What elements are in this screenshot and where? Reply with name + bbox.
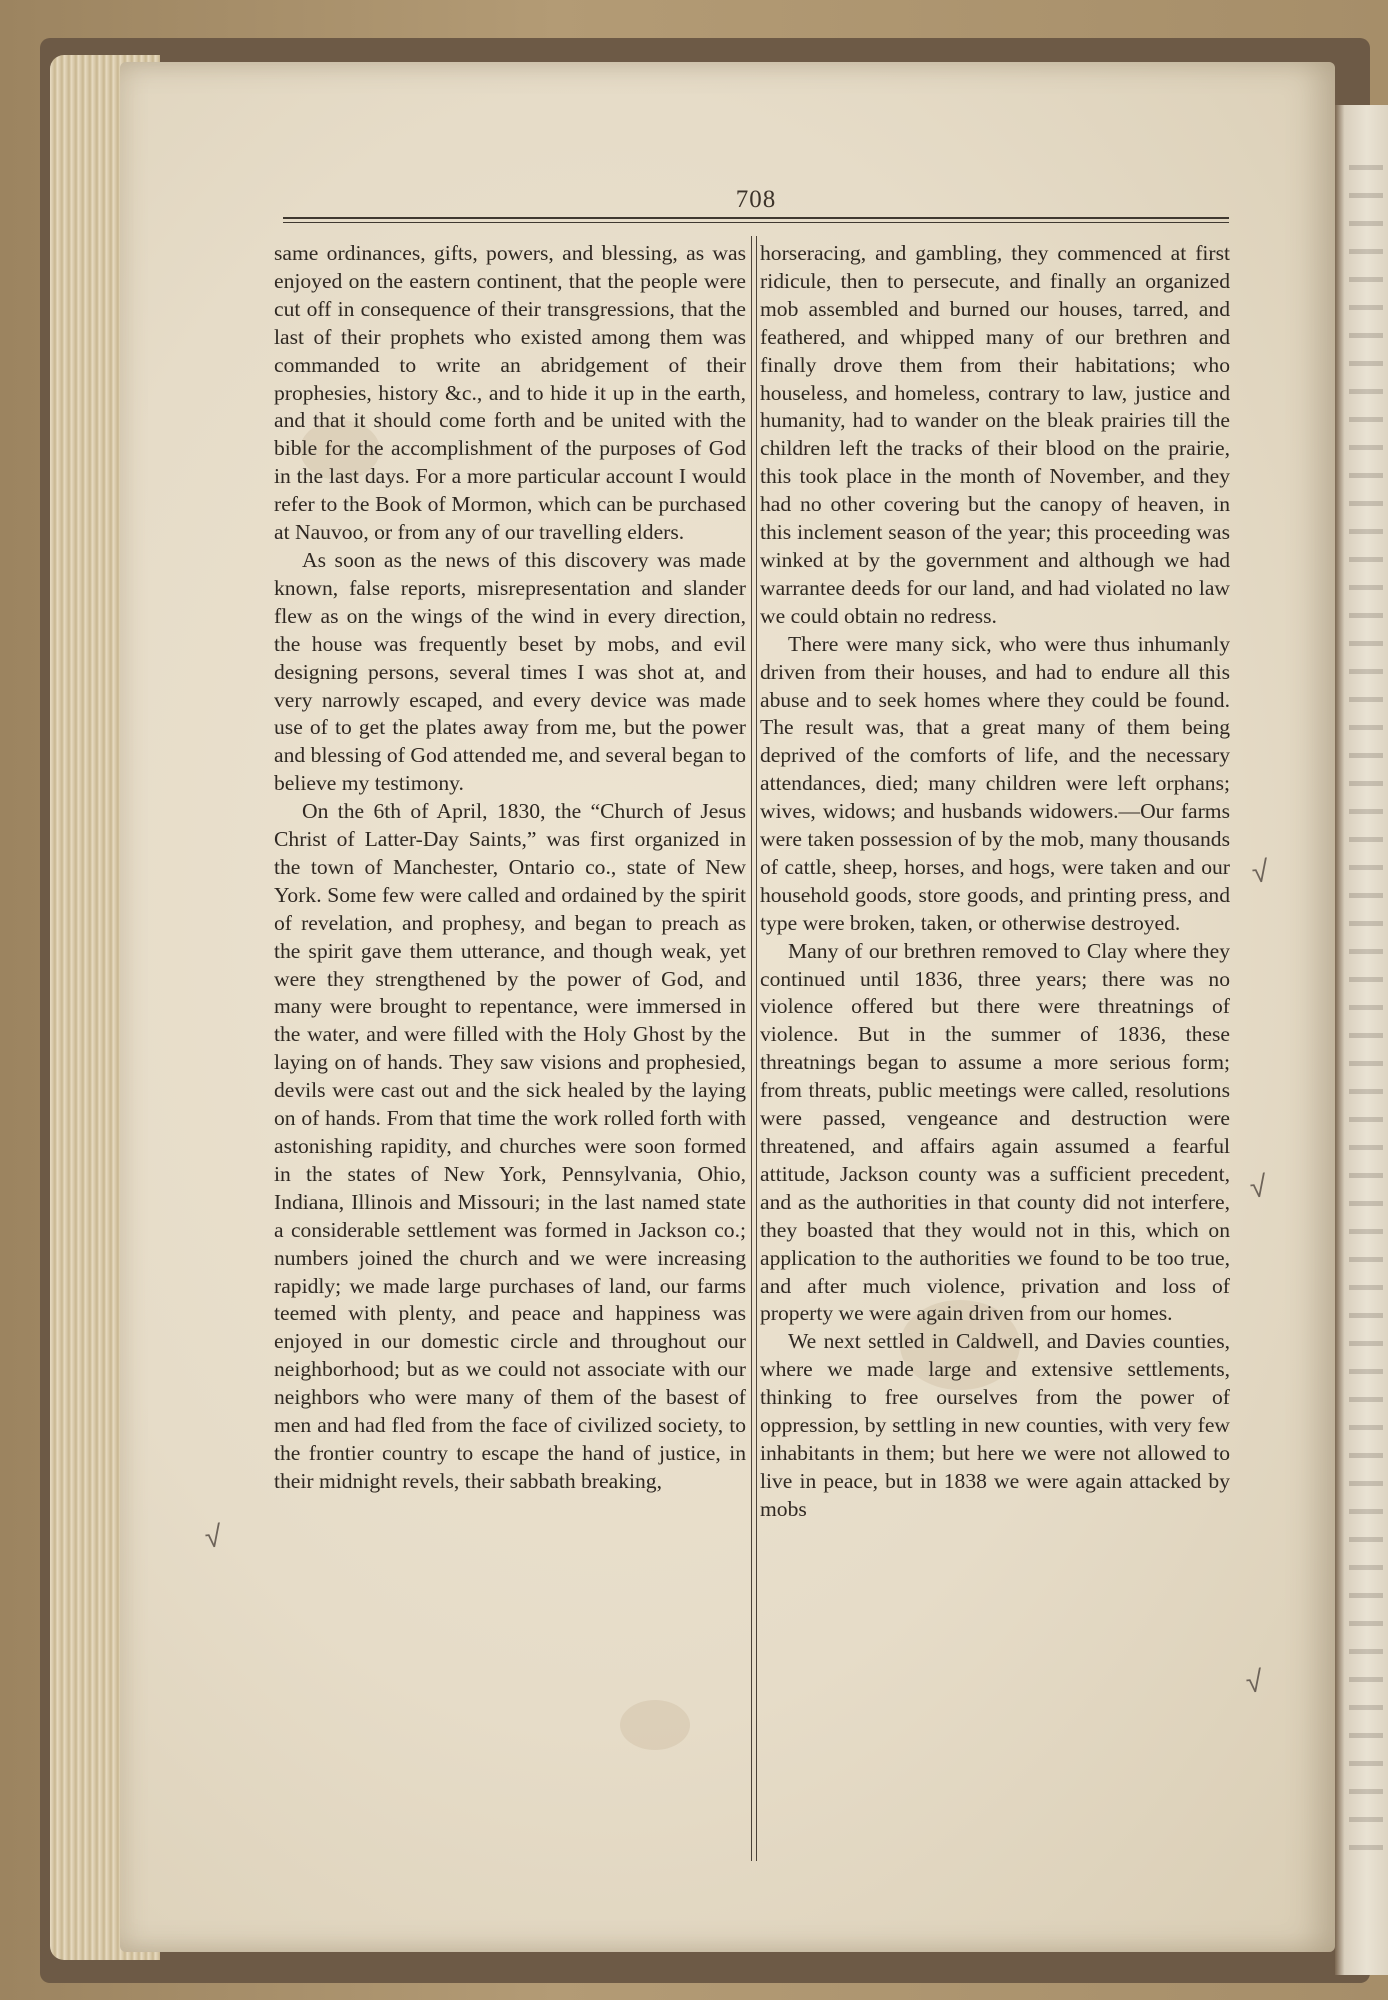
page-header: [283, 186, 1229, 226]
pencil-check-mark: √: [203, 1519, 224, 1556]
header-rule: [283, 222, 1229, 223]
paragraph: horseracing, and gambling, they commenced at first ridicule, then to persecute, and finally an organized mob assembled and burned our houses, tarred, and feathered, and whipped many of our brethren and finally drove them from their habitations; who houseless, and homeless, contrary to law, justice and humanity, had to wander on the bleak prairies till the children left the tracks of their blood on the prairie, this took place in the month of November, and they had no other covering but the canopy of heaven, in this inclement season of the year; this proceeding was winked at by the government and although we had warrantee deeds for our land, and had violated no law we could obtain no redress.: [760, 241, 1230, 628]
paragraph: As soon as the news of this discovery was made known, false reports, misrepresentation and slander flew as on the wings of the wind in every direction, the house was frequently beset by mobs, and evil designing persons, several times I was shot at, and very narrowly escaped, and every device was made use of to get the plates away from me, but the power and blessing of God attended me, and several began to believe my testimony.: [274, 547, 746, 796]
paragraph: We next settled in Caldwell, and Davies counties, where we made large and extensive settlements, thinking to free ourselves from the power of oppression, by settling in new counties, with very few inhabitants in them; but here we were not allowed to live in peace, but in 1838 we were again attacked by mobs: [760, 1329, 1230, 1521]
paragraph: On the 6th of April, 1830, the “Church of Jesus Christ of Latter-Day Saints,” was first organized in the town of Manchester, Ontario co., state of New York. Some few were called and ordained by the spirit of revelation, and prophesy, and began to preach as the spirit gave them utterance, and though weak, yet were they strengthened by the power of God, and many were brought to repentance, were immersed in the water, and were filled with the Holy Ghost by the laying on of hands. They saw visions and prophesied, devils were cast out and the sick healed by the laying on of hands. From that time the work rolled forth with astonishing rapidity, and churches were soon formed in the states of New York, Pennsylvania, Ohio, Indiana, Illinois and Missouri; in the last named state a considerable settlement was formed in Jackson co.; numbers joined the church and we were increasing rapidly; we made large purchases of land, our farms teemed with plenty, and peace and happiness was enjoyed in our domestic circle and throughout our neighborhood; but as we could not associate with our neighbors who were many of them of the basest of men and had fled from the face of civilized society, to the frontier country to escape the hand of justice, in their midnight revels, their sabbath breaking,: [274, 799, 746, 1493]
paragraph: Many of our brethren removed to Clay where they continued until 1836, three years; there was no violence offered but there were threatnings of violence. But in the summer of 1836, these threatnings began to assume a more serious form; from threats, public meetings were called, resolutions were passed, vengeance and destruction were threatened, and affairs again assumed a fearful attitude, Jackson county was a sufficient precedent, and as the authorities in that county did not interfere, they boasted that they would not in this, which on application to the authorities we found to be too true, and after much violence, privation and loss of property we were again driven from our homes.: [760, 938, 1230, 1326]
paragraph: same ordinances, gifts, powers, and blessing, as was enjoyed on the eastern continent, that the people were cut off in consequence of their transgressions, that the last of their prophets who existed among them was commanded to write an abridgement of their prophesies, history &c., and to hide it up in the earth, and that it should come forth and be united with the bible for the accomplishment of the purposes of God in the last days. For a more particular account I would refer to the Book of Mormon, which can be purchased at Nauvoo, or from any of our travelling elders.: [274, 241, 746, 545]
pencil-check-mark: √: [1250, 854, 1271, 891]
facing-page-edge: [1335, 105, 1388, 1975]
left-column: [274, 240, 746, 1860]
pencil-check-mark: √: [1248, 1169, 1269, 1206]
header-rule: [283, 217, 1229, 219]
paragraph: There were many sick, who were thus inhumanly driven from their houses, and had to endure all this abuse and to seek homes where they could be found. The result was, that a great many of them being deprived of the comforts of life, and the necessary attendances, died; many children were left orphans; wives, widows; and husbands widowers.—Our farms were taken possession of by the mob, many thousands of cattle, sheep, horses, and hogs, were taken and our household goods, store goods, and printing press, and type were broken, taken, or otherwise destroyed.: [760, 631, 1230, 935]
right-column: [760, 240, 1230, 1860]
pencil-check-mark: √: [1244, 1664, 1265, 1701]
column-divider: [751, 236, 757, 1861]
page-number: 708: [735, 186, 777, 213]
